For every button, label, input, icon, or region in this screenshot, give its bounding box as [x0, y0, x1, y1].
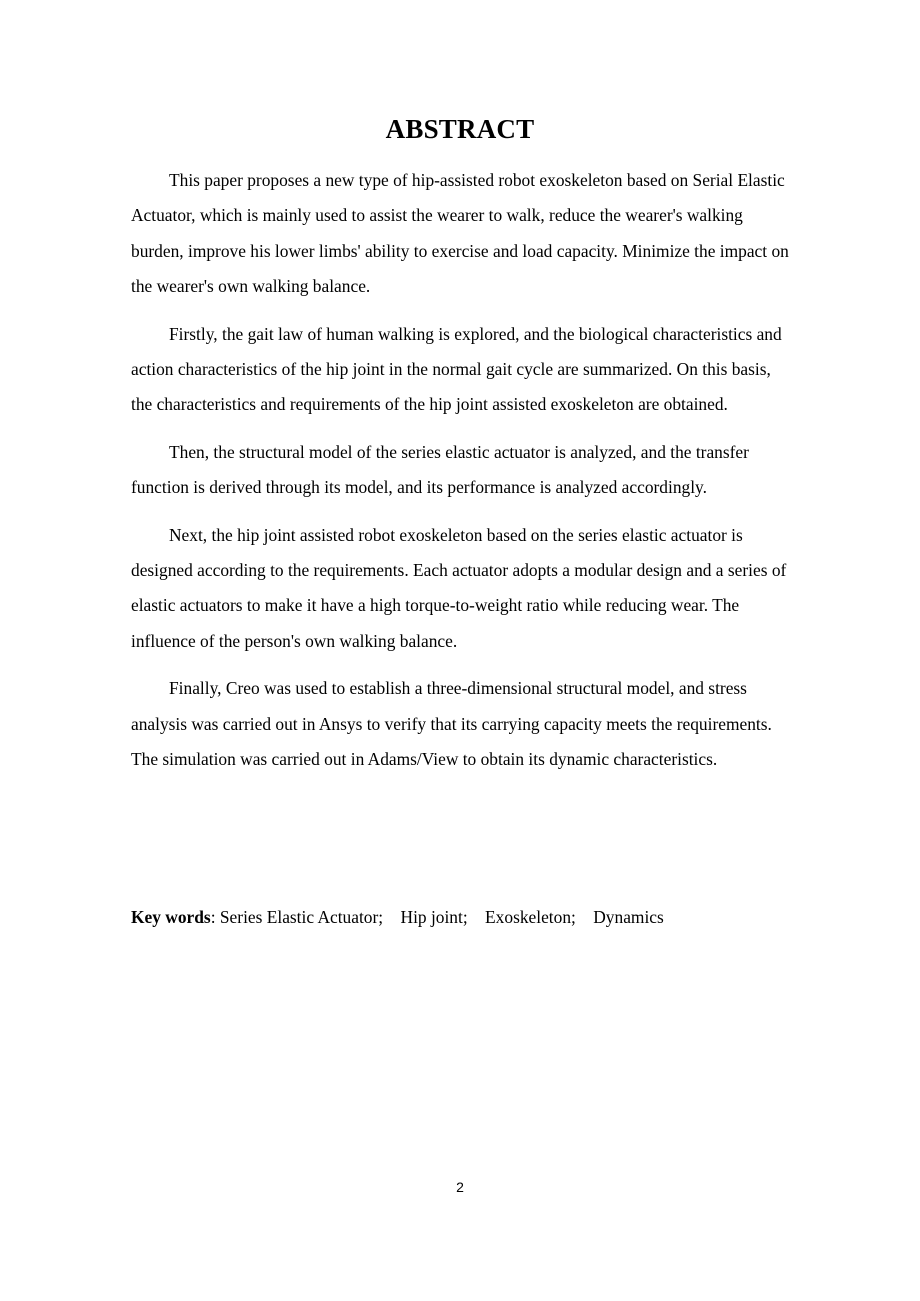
keywords-separator: :	[210, 907, 220, 927]
abstract-paragraph-1: This paper proposes a new type of hip-assisted robot exoskeleton based on Serial Elastic Actuator, which is mainly used to assist the wearer to walk, reduce the wearer's walking burden, improve his lower limbs' ability to exercise and load capacity. Minimize the impact on the wearer's own walking balance.	[131, 170, 789, 297]
abstract-paragraph-2: Firstly, the gait law of human walking is explored, and the biological characteristics and action characteristics of the hip joint in the normal gait cycle are summarized. On this basis, the characteristics and requirements of the hip joint assisted exoskeleton are obtained.	[131, 323, 782, 415]
abstract-paragraph-3: Then, the structural model of the series elastic actuator is analyzed, and the transfer function is derived through its model, and its performance is analyzed accordingly.	[131, 441, 749, 498]
keywords-line	[131, 900, 811, 935]
keywords-label: Key words	[131, 907, 211, 927]
abstract-title: ABSTRACT	[385, 114, 535, 144]
page-number: 2	[456, 1179, 464, 1195]
abstract-paragraph-4: Next, the hip joint assisted robot exoskeleton based on the series elastic actuator is designed according to the requirements. Each actuator adopts a modular design and a series of elastic actuators to make it have a high torque-to-weight ratio while reducing wear. The influence of the person's own walking balance.	[131, 524, 787, 651]
abstract-paragraph-5: Finally, Creo was used to establish a three-dimensional structural model, and stress analysis was carried out in Ansys to verify that its carrying capacity meets the requirements. The simulation was carried out in Adams/View to obtain its dynamic characteristics.	[131, 678, 772, 770]
abstract-body	[131, 163, 792, 790]
keywords-text: Series Elastic Actuator; Hip joint; Exoskeleton; Dynamics	[219, 907, 664, 927]
